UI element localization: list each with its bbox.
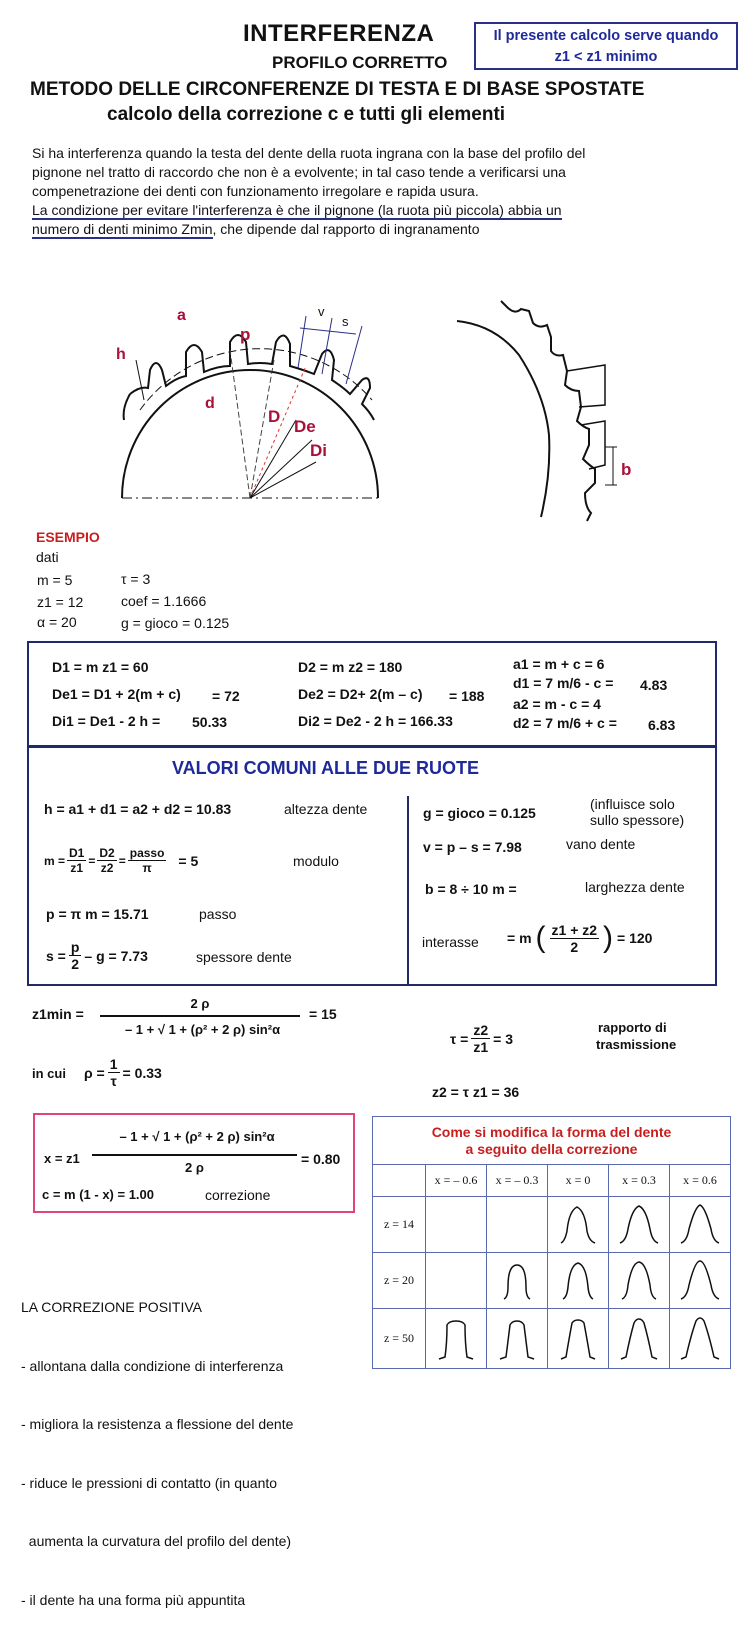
formula-interasse: = m ( $\frac{z1 + z2}{2}$ ) = 120 [507, 921, 653, 955]
formula-a2: a2 = m - c = 4 [513, 696, 601, 712]
tau-value: = 3 [493, 1030, 513, 1047]
note-line-1: Il presente calcolo serve quando [493, 28, 719, 44]
formula-Di2: Di2 = De2 - 2 h = 166.33 [298, 713, 453, 729]
table-title [373, 1117, 731, 1165]
intro-p2-rest: , che dipende dal rapporto di ingranamento [212, 221, 480, 237]
col-header: x = 0.6 [670, 1165, 731, 1197]
s-2: 2 [71, 956, 80, 972]
common-values-heading: VALORI COMUNI ALLE DUE RUOTE [172, 758, 479, 778]
value-Di1: 50.33 [192, 714, 228, 730]
tooth-shape [426, 1309, 487, 1369]
desc-m: modulo [293, 853, 339, 869]
x-num: – 1 + √ 1 + (ρ² + 2 ρ) sin²α [119, 1129, 275, 1144]
col-header: x = – 0.3 [487, 1165, 548, 1197]
page-title: INTERFERENZA [243, 20, 435, 47]
col-header: x = – 0.6 [426, 1165, 487, 1197]
tooth-shape [609, 1197, 670, 1253]
desc-v: vano dente [566, 836, 636, 852]
rho-lhs: ρ = [84, 1064, 105, 1081]
x-value: = 0.80 [301, 1151, 341, 1167]
intro-p2-underlined: La condizione per evitare l'interferenza è che il pignone (la ruota più piccola) abbia un numero di denti minimo Zmin [32, 202, 562, 237]
tooth-shape-table [372, 1116, 731, 1369]
esempio-g: g = gioco = 0.125 [121, 615, 230, 631]
label-interasse: interasse [422, 934, 479, 950]
label-v: v [318, 304, 325, 319]
col-header: x = 0 [548, 1165, 609, 1197]
tooth-shape [487, 1309, 548, 1369]
tooth-shape [548, 1253, 609, 1309]
desc-g-2: sullo spessore) [590, 812, 685, 828]
formula-De2: De2 = D2+ 2(m – c) [298, 686, 423, 702]
label-a: a [177, 307, 186, 324]
m-z1: z1 [70, 861, 84, 875]
i-num: z1 + z2 [551, 921, 598, 938]
formula-D1: D1 = m z1 = 60 [52, 659, 149, 675]
col-header: x = 0.3 [609, 1165, 670, 1197]
z1min-fraction-bar [100, 1015, 300, 1017]
label-b: b [621, 460, 632, 479]
label-p: p [240, 325, 251, 344]
formula-D2: D2 = m z2 = 180 [298, 659, 403, 675]
incui-label: in cui [32, 1066, 66, 1081]
tooth-shape [609, 1309, 670, 1369]
m-D2: D2 [99, 846, 115, 860]
z1min-num: 2 ρ [190, 996, 210, 1011]
positive-correction-list [21, 1259, 293, 1630]
note-line-2: z1 < z1 minimo [554, 49, 658, 65]
desc-c: correzione [205, 1187, 271, 1203]
m-passo: passo [129, 846, 165, 860]
z1min-den: – 1 + √ 1 + (ρ² + 2 ρ) sin²α [124, 1022, 281, 1037]
calc-heading: calcolo della correzione c e tutti gli elementi [107, 104, 506, 125]
label-D: D [268, 407, 281, 426]
formula-d2: d2 = 7 m/6 + c = [513, 715, 617, 731]
rho-den: τ [110, 1073, 117, 1089]
row-header: z = 14 [373, 1197, 426, 1253]
x-lhs: x = z1 [44, 1151, 80, 1166]
page-subtitle: PROFILO CORRETTO [272, 53, 448, 72]
label-h: h [116, 346, 126, 363]
tau-lhs: τ = [450, 1030, 469, 1047]
tooth-shape [487, 1253, 548, 1309]
z1min-lhs: z1min = [32, 1006, 84, 1022]
positive-item: - il dente ha una forma più appuntita [21, 1591, 246, 1608]
esempio-tau: τ = 3 [121, 571, 151, 587]
formula-m: m = $\frac{D1}{z1}$ = $\frac{D2}{z2}$ = $\frac{\text{passo}}{\pi}$ = 5 [44, 846, 199, 875]
desc-s: spessore dente [196, 949, 292, 965]
formula-c: c = m (1 - x) = 1.00 [42, 1187, 155, 1202]
box-divider [407, 796, 409, 986]
tooth-shape [670, 1309, 731, 1369]
m-pi: π [142, 861, 152, 875]
esempio-z1: z1 = 12 [37, 594, 84, 610]
tau-desc-1: rapporto di [598, 1020, 667, 1035]
rho-value: = 0.33 [122, 1064, 162, 1081]
formula-h: h = a1 + d1 = a2 + d2 = 10.83 [44, 801, 232, 817]
tooth-shape [670, 1197, 731, 1253]
formula-s [46, 939, 148, 972]
table-title-2: a seguito della correzione [465, 1140, 638, 1157]
note-box [474, 22, 738, 70]
i-value: = 120 [617, 930, 653, 946]
tooth-shape [609, 1253, 670, 1309]
rho-num: 1 [109, 1056, 118, 1072]
gear-side-diagram [455, 295, 655, 525]
label-De: De [294, 417, 316, 436]
formula-tau [450, 1022, 513, 1055]
desc-h: altezza dente [284, 801, 368, 817]
s-lhs: s = [46, 947, 66, 964]
value-De1: = 72 [212, 688, 240, 704]
value-d2: 6.83 [648, 717, 676, 733]
desc-g-1: (influisce solo [590, 796, 675, 812]
m-z2: z2 [100, 861, 114, 875]
positive-item: - allontana dalla condizione di interferenza [21, 1357, 284, 1374]
formula-b: b = 8 ÷ 10 m = [425, 881, 517, 897]
positive-item: - riduce le pressioni di contatto (in quanto [21, 1474, 278, 1491]
i-den: 2 [570, 938, 579, 955]
row-header: z = 50 [373, 1309, 426, 1369]
method-heading: METODO DELLE CIRCONFERENZE DI TESTA E DI BASE SPOSTATE [30, 79, 645, 100]
positive-item: - migliora la resistenza a flessione del dente [21, 1416, 294, 1432]
value-De2: = 188 [449, 688, 485, 704]
esempio-m: m = 5 [37, 572, 73, 588]
formula-De1: De1 = D1 + 2(m + c) [52, 686, 181, 702]
gear-diagram [100, 290, 400, 510]
x-den: 2 ρ [185, 1160, 204, 1175]
positive-item: aumenta la curvatura del profilo del dente) [21, 1533, 292, 1549]
formula-rho [84, 1056, 162, 1089]
desc-p: passo [199, 906, 237, 922]
formula-d1: d1 = 7 m/6 - c = [513, 675, 614, 691]
tau-desc-2: trasmissione [596, 1037, 677, 1052]
esempio-title: ESEMPIO [36, 529, 100, 545]
value-d1: 4.83 [640, 677, 668, 693]
formula-Di1: Di1 = De1 - 2 h = [52, 713, 161, 729]
tooth-shape [670, 1253, 731, 1309]
m-value: = 5 [178, 852, 199, 869]
esempio-alpha: α = 20 [37, 614, 77, 630]
intro-p1: Si ha interferenza quando la testa del dente della ruota ingrana con la base del profilo del pignone nel tratto di raccordo che non è a evolvente; in tal caso tende a verificarsi una compenetrazione dei denti con funzionamento irregolare e rapida usura. [32, 145, 586, 199]
m-lhs: m = [44, 853, 66, 868]
desc-b: larghezza dente [585, 879, 685, 895]
tooth-shape [548, 1197, 609, 1253]
tau-num: z2 [473, 1022, 489, 1038]
formula-g: g = gioco = 0.125 [423, 805, 536, 821]
formula-a1: a1 = m + c = 6 [513, 656, 605, 672]
m-D1: D1 [69, 846, 85, 860]
positive-title: LA CORREZIONE POSITIVA [21, 1299, 203, 1315]
label-d: d [205, 395, 215, 412]
x-fraction-bar [92, 1154, 297, 1156]
i-lhs: = m [507, 930, 532, 946]
esempio-coef: coef = 1.1666 [121, 593, 207, 609]
formula-z2: z2 = τ z1 = 36 [432, 1084, 520, 1100]
label-s: s [342, 314, 349, 329]
label-Di: Di [310, 441, 327, 460]
row-header: z = 20 [373, 1253, 426, 1309]
formula-p: p = π m = 15.71 [46, 906, 149, 922]
table-title-1: Come si modifica la forma del dente [431, 1123, 672, 1140]
formula-v: v = p – s = 7.98 [423, 839, 522, 855]
intro-text [32, 144, 612, 239]
esempio-dati: dati [36, 549, 59, 565]
z1min-value: = 15 [309, 1006, 337, 1022]
s-p: p [70, 939, 80, 955]
tooth-shape [548, 1309, 609, 1369]
s-rhs: – g = 7.73 [84, 947, 148, 964]
tau-den: z1 [473, 1039, 489, 1055]
